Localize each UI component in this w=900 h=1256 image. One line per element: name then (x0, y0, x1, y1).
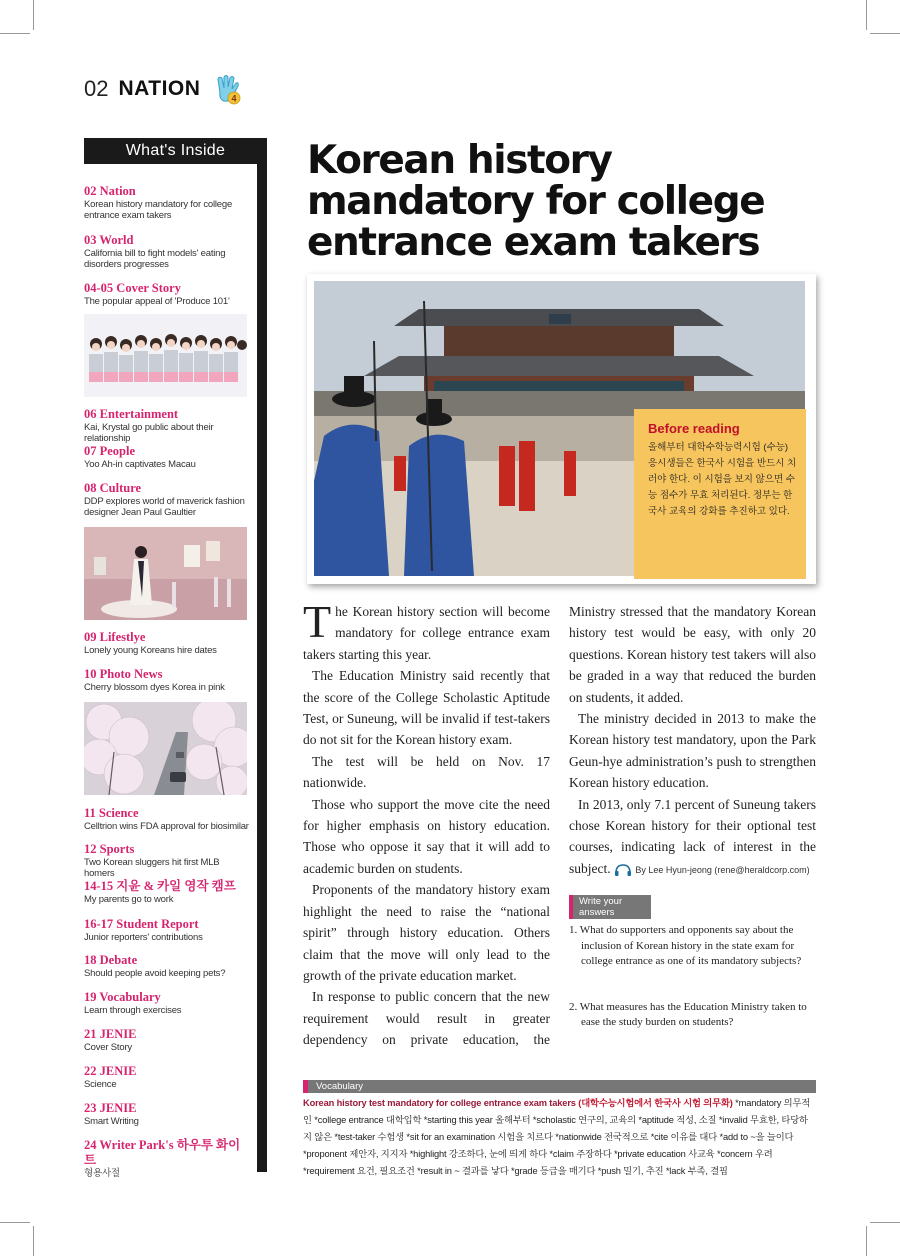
toc-heading: 07 People (84, 444, 136, 458)
article-paragraph (569, 794, 816, 882)
logo-digit: 4 (231, 93, 237, 104)
toc-heading: 12 Sports (84, 842, 135, 856)
crop-mark (870, 33, 900, 34)
headphones-icon (614, 863, 632, 877)
toc-item[interactable] (84, 953, 249, 979)
toc-desc: Korean history mandatory for college entrance exam takers (84, 199, 233, 221)
before-reading-body: 올해부터 대학수학능력시험 (수능) 응시생들은 한국사 시험을 반드시 치러야 한다. 이 시험을 보지 않으면 수능 점수가 무효 처리된다. 정부는 한국사 교육의 강화를 추진하고 있다. (648, 442, 797, 517)
toc-desc: Yoo Ah-in captivates Macau (84, 459, 196, 470)
toc-desc: Celltrion wins FDA approval for biosimilar (84, 821, 249, 832)
toc-item[interactable] (84, 842, 249, 879)
toc-heading: 23 JENIE (84, 1101, 137, 1115)
toc-item[interactable] (84, 481, 249, 518)
paragraph-text: In 2013, only 7.1 percent of Suneung takers chose Korean history for their optional test courses, indicating lack of interest in the subject. (569, 796, 816, 876)
vocabulary-terms: *mandatory 의무적인 *college entrance 대학입학 *starting this year 올해부터 *scholastic 연구의, 교육의 *aptitude 적성, 소질 *invalid 무효한, 타당하지 않은 *test-taker 수험생 *sit for an examination 시험을 치르다 *nationwide 전국적으로 *cite 이유를 대다 *add to ~을 늘이다 *proponent 제안자, 지지자 *highlight 강조하다, 눈에 띄게 하다 *claim 주장하다 *private education 사교육 *concern 우려 *requirement 요건, 필요조건 *result in ~ 결과를 낳다 *grade 등급을 매기다 *push 밀기, 추진 *lack 부족, 결핍 (303, 1098, 811, 1176)
crop-mark (33, 1226, 34, 1256)
toc-heading: 19 Vocabulary (84, 990, 161, 1004)
toc-heading: 08 Culture (84, 481, 142, 495)
write-your-answers-label: Write your answers (569, 895, 651, 919)
toc-desc: Two Korean sluggers hit first MLB homers (84, 857, 220, 879)
toc-item[interactable] (84, 233, 249, 270)
toc-heading: 09 Lifestlye (84, 630, 146, 644)
vocabulary-title-ko: (대학수능시험에서 한국사 시험 의무화) (578, 1098, 733, 1108)
toc-desc: Kai, Krystal go public about their relationship (84, 422, 214, 444)
toc-item[interactable] (84, 630, 249, 656)
article-column-2 (569, 601, 816, 881)
byline: By Lee Hyun-jeong (rene@heraldcorp.com) (635, 864, 810, 875)
toc-desc: Smart Writing (84, 1116, 139, 1127)
toc-heading: 18 Debate (84, 953, 138, 967)
toc-item[interactable] (84, 1064, 249, 1090)
toc-heading: 11 Science (84, 806, 139, 820)
article-paragraph-continued: Ministry stressed that the mandatory Korean history test would be easy, with only 20 questions. Korean history test takers will also be graded in a way that reduced the burden on students, it added. (569, 604, 816, 705)
toc-desc: Should people avoid keeping pets? (84, 968, 226, 979)
before-reading-box (634, 409, 806, 579)
page-header (84, 72, 244, 106)
photo-news-thumbnail (84, 702, 247, 795)
toc-item[interactable] (84, 1138, 249, 1179)
section-title: NATION (118, 77, 201, 100)
hand-four-logo-icon (214, 73, 244, 105)
write-your-answers (569, 895, 816, 1031)
toc-item[interactable] (84, 1027, 249, 1053)
toc-heading: 03 World (84, 233, 134, 247)
article-paragraph: The ministry decided in 2013 to make the Korean history test mandatory, upon the Park Geun-hye administration’s push to strengthen Korean history education. (569, 711, 816, 791)
toc-item[interactable] (84, 184, 249, 221)
toc-item[interactable] (84, 806, 249, 832)
before-reading-title: Before reading (648, 421, 740, 436)
article-paragraph: The test will be held on Nov. 17 nationwide. (303, 753, 550, 791)
toc-desc: Learn through exercises (84, 1005, 182, 1016)
vocabulary-text (303, 1095, 816, 1180)
vocabulary-title-en: Korean history test mandatory for college entrance exam takers (303, 1098, 576, 1108)
sidebar-rule (257, 138, 267, 1172)
toc-desc: 형용사절 (84, 1168, 120, 1179)
crop-mark (0, 33, 30, 34)
toc-heading: 10 Photo News (84, 667, 163, 681)
toc-item[interactable] (84, 1101, 249, 1127)
toc-heading: 24 Writer Park's 하우투 화이트 (84, 1138, 241, 1167)
crop-mark (33, 0, 34, 30)
drop-cap: T (303, 596, 332, 647)
cover-story-thumbnail (84, 314, 247, 397)
toc-heading: 02 Nation (84, 184, 136, 198)
toc-desc: My parents go to work (84, 894, 174, 905)
question-2: 2. What measures has the Education Ministry taken to ease the study burden on students? (569, 1000, 807, 1028)
crop-mark (0, 1222, 30, 1223)
toc-desc: Junior reporters' contributions (84, 932, 203, 943)
toc-heading: 14-15 지윤 & 카일 영작 캠프 (84, 879, 236, 893)
article-paragraph: Those who support the move cite the need for higher emphasis on history education. Those who oppose it say that it will add to academic burden on students. (303, 796, 550, 876)
toc-heading: 22 JENIE (84, 1064, 137, 1078)
toc-desc: DDP explores world of maverick fashion designer Jean Paul Gaultier (84, 496, 245, 518)
toc-item[interactable] (84, 444, 249, 470)
toc-heading: 16-17 Student Report (84, 917, 199, 931)
vocabulary-label: Vocabulary (303, 1080, 816, 1093)
toc-desc: Lonely young Koreans hire dates (84, 645, 217, 656)
sidebar-title: What's Inside (84, 138, 267, 164)
toc-desc: California bill to fight models' eating disorders progresses (84, 248, 226, 270)
toc-item[interactable] (84, 879, 249, 905)
article-photo-frame (307, 274, 816, 584)
toc-item[interactable] (84, 917, 249, 943)
article-paragraph: In response to public concern that the new requirement would result in greater dependency on private education, the (303, 989, 550, 1048)
toc-item[interactable] (84, 407, 249, 444)
toc-heading: 04-05 Cover Story (84, 281, 181, 295)
toc-heading: 21 JENIE (84, 1027, 137, 1041)
article-paragraph: The Education Ministry said recently that the score of the College Scholastic Aptitude Test, or Suneung, will be invalid if test-takers do not sit for the Korean history exam. (303, 668, 550, 748)
toc-desc: The popular appeal of 'Produce 101' (84, 296, 230, 307)
article-paragraph (303, 596, 550, 665)
toc-desc: Cover Story (84, 1042, 132, 1053)
whats-inside-sidebar (84, 138, 267, 1179)
toc-desc: Science (84, 1079, 117, 1090)
article-column-1 (303, 596, 550, 1050)
crop-mark (866, 1226, 867, 1256)
toc-item[interactable] (84, 667, 249, 693)
crop-mark (866, 0, 867, 30)
toc-item[interactable] (84, 990, 249, 1016)
article-paragraph: Proponents of the mandatory history exam highlight the need to raise the “national spirit” through history education. Others claim that the move will only lead to the growth of the private education market. (303, 882, 550, 983)
page-number: 02 (84, 76, 109, 101)
toc-item[interactable] (84, 281, 249, 307)
toc-desc: Cherry blossom dyes Korea in pink (84, 682, 225, 693)
crop-mark (870, 1222, 900, 1223)
paragraph-text: he Korean history section will become mandatory for college entrance exam takers starting this year. (303, 604, 550, 662)
culture-thumbnail (84, 527, 247, 620)
question-1: 1. What do supporters and opponents say about the inclusion of Korean history in the state exam for college entrance as one of its mandatory subjects? (569, 924, 802, 967)
toc-heading: 06 Entertainment (84, 407, 179, 421)
vocabulary-box (303, 1080, 816, 1180)
article-headline: Korean history mandatory for college entrance exam takers (307, 138, 765, 265)
